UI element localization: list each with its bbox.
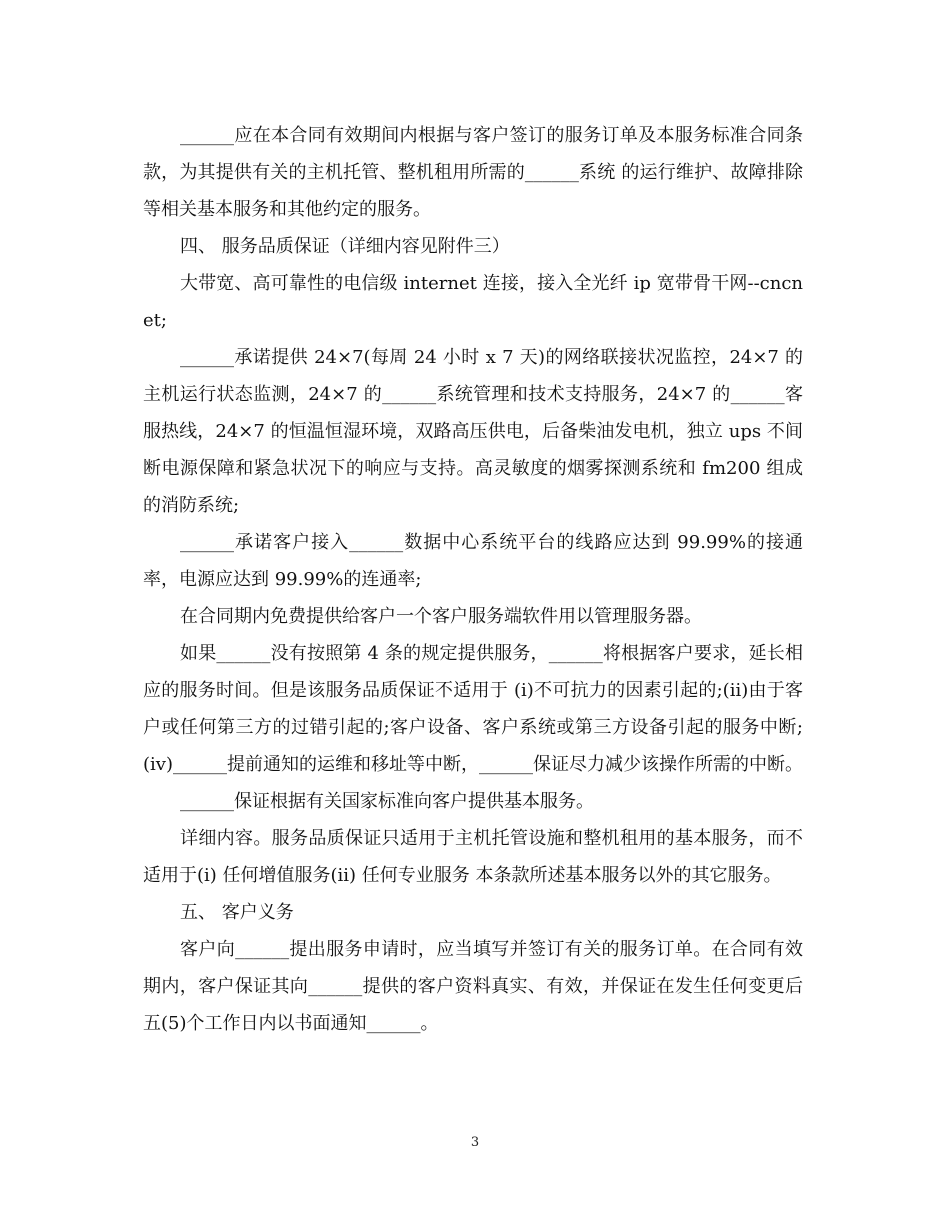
paragraph-customer-obligations: 客户向______提出服务申请时，应当填写并签订有关的服务订单。在合同有效期内，客户保证其向______提供的客户资料真实、有效，并保证在发生任何变更后五(5)个工作日内以书面通知______。 xyxy=(143,939,803,1034)
paragraph-service-extension: 如果______没有按照第 4 条的规定提供服务，______将根据客户要求，延长相应的服务时间。但是该服务品质保证不适用于 (i)不可抗力的因素引起的;(ii)由于客户或任何第三方的过错引起的;客户设备、客户系统或第三方设备引起的服务中断; (iv)______提前通知的运维和移址等中断，______保证尽力减少该操作所需的中断。 xyxy=(143,643,803,775)
paragraph-details: 详细内容。服务品质保证只适用于主机托管设施和整机租用的基本服务，而不适用于(i) 任何增值服务(ii) 任何专业服务 本条款所述基本服务以外的其它服务。 xyxy=(143,828,803,886)
paragraph-service-scope: ______应在本合同有效期间内根据与客户签订的服务订单及本服务标准合同条款，为其提供有关的主机托管、整机租用所需的______系统 的运行维护、故障排除等相关基本服务和其他约定的服务。 xyxy=(143,125,803,220)
paragraph-availability: ______承诺客户接入______数据中心系统平台的线路应达到 99.99%的接通率，电源应达到 99.99%的连通率; xyxy=(143,532,803,590)
section-heading-service-quality: 四、 服务品质保证（详细内容见附件三） xyxy=(180,236,510,257)
paragraph-national-standard: ______保证根据有关国家标准向客户提供基本服务。 xyxy=(180,791,594,812)
document-body xyxy=(143,117,803,1042)
paragraph-bandwidth: 大带宽、高可靠性的电信级 internet 连接，接入全光纤 ip 宽带骨干网--cncnet; xyxy=(143,273,803,331)
paragraph-24x7-commitment: ______承诺提供 24×7(每周 24 小时 x 7 天)的网络联接状况监控，24×7 的主机运行状态监测，24×7 的______系统管理和技术支持服务，24×7 的______客服热线，24×7 的恒温恒湿环境，双路高压供电，后备柴油发电机，独立 ups 不间断电源保障和紧急状况下的响应与支持。高灵敏度的烟雾探测系统和 fm200 组成的消防系统; xyxy=(143,347,803,516)
paragraph-free-software: 在合同期内免费提供给客户一个客户服务端软件用以管理服务器。 xyxy=(180,606,702,627)
section-heading-customer-obligations: 五、 客户义务 xyxy=(180,902,294,923)
page-number: 3 xyxy=(470,1135,480,1150)
